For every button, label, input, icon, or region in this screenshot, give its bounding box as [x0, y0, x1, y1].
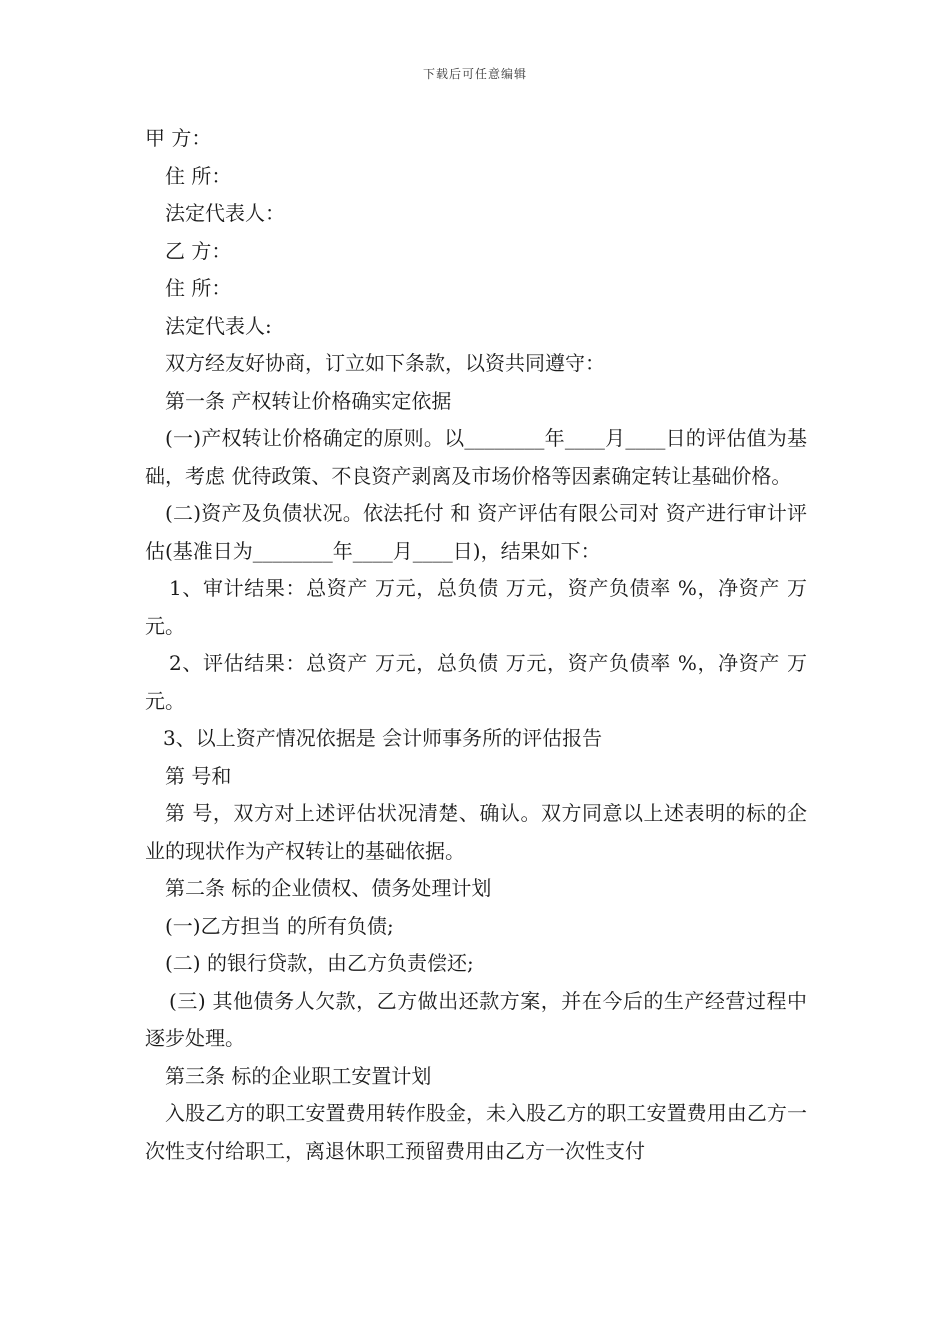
article-two-heading: 第二条 标的企业债权、债务处理计划: [165, 876, 492, 900]
party-a-line: 甲 方：: [145, 126, 212, 150]
article-three-heading: 第三条 标的企业职工安置计划: [165, 1063, 432, 1088]
article-one-heading: 第一条 产权转让价格确实定依据: [165, 388, 452, 413]
audit-result-paragraph: 1、审计结果：总资产 万元，总负债 万元，资产负债率 %，净资产 万元。: [145, 576, 807, 638]
document-body: [145, 120, 807, 1170]
evaluation-result-paragraph: 2、评估结果：总资产 万元，总负债 万元，资产负债率 %，净资产 万元。: [145, 651, 807, 713]
party-a-address-line: 住 所：: [165, 163, 232, 188]
assets-liabilities-paragraph: (二)资产及负债状况。依法托付 和 资产评估有限公司对 资产进行审计评估(基准日为________年____月____日)，结果如下：: [145, 501, 807, 563]
preamble-paragraph: 双方经友好协商，订立如下条款，以资共同遵守：: [165, 351, 605, 375]
pricing-principle-paragraph: (一)产权转让价格确定的原则。以________年____月____日的评估值为基础，考虑 优待政策、不良资产剥离及市场价格等因素确定转让基础价格。: [145, 426, 807, 488]
party-b-line: 乙 方：: [165, 238, 232, 263]
party-a-representative-line: 法定代表人：: [165, 201, 285, 225]
confirmation-paragraph: 第 号，双方对上述评估状况清楚、确认。双方同意以上述表明的标的企业的现状作为产权转让的基础依据。: [145, 801, 807, 863]
report-number-line: 第 号和: [165, 763, 232, 788]
staff-placement-paragraph: 入股乙方的职工安置费用转作股金，未入股乙方的职工安置费用由乙方一次性支付给职工，离退休职工预留费用由乙方一次性支付: [145, 1101, 807, 1163]
debt-item-one: (一)乙方担当 的所有负债;: [165, 913, 394, 938]
basis-report-line: 3、以上资产情况依据是 会计师事务所的评估报告: [163, 726, 603, 750]
debt-item-two: (二) 的银行贷款，由乙方负责偿还;: [165, 951, 474, 975]
page-header: 下载后可任意编辑: [422, 67, 527, 81]
party-b-address-line: 住 所：: [165, 276, 232, 300]
party-b-representative-line: 法定代表人:: [165, 313, 272, 338]
debt-item-three: (三) 其他债务人欠款，乙方做出还款方案，并在今后的生产经营过程中逐步处理。: [145, 988, 807, 1050]
